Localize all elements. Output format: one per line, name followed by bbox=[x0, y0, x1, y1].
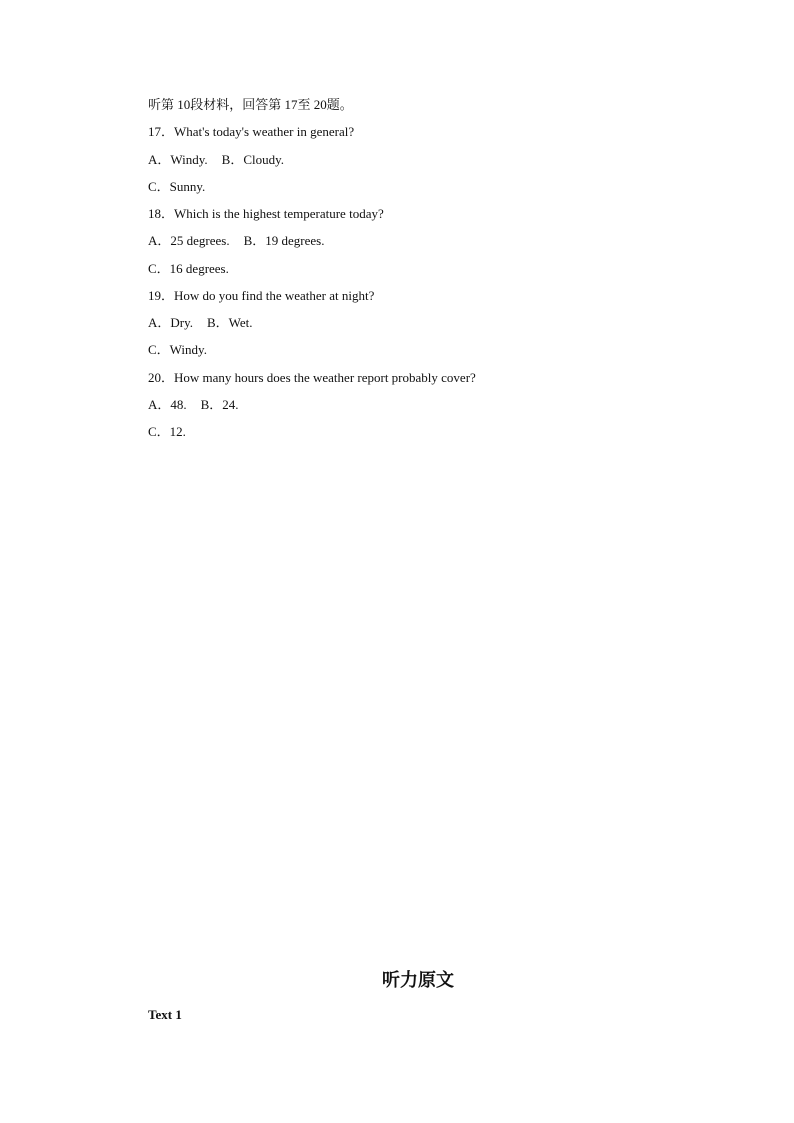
question-19-stem: 19．How do you find the weather at night? bbox=[148, 288, 375, 303]
question-19-option-a: A．Dry. bbox=[148, 315, 194, 330]
question-18-option-a: A．25 degrees. bbox=[148, 233, 230, 248]
question-20-option-b: B．24. bbox=[200, 397, 239, 412]
question-17-option-a: A．Windy. bbox=[148, 152, 208, 167]
question-20-option-a: A．48. bbox=[148, 397, 187, 412]
question-18-stem: 18．Which is the highest temperature today? bbox=[148, 206, 384, 221]
question-19-options-ab bbox=[148, 315, 253, 331]
question-17-option-c: C．Sunny. bbox=[148, 179, 206, 194]
text-label: Text 1 bbox=[148, 1007, 182, 1022]
question-20-option-c: C．12. bbox=[148, 424, 186, 439]
question-19-option-c: C．Windy. bbox=[148, 342, 207, 357]
question-17-option-b: B．Cloudy. bbox=[221, 152, 285, 167]
section-intro: 听第 10段材料，回答第 17至 20题。 bbox=[148, 97, 353, 112]
question-20-stem: 20．How many hours does the weather report probably cover? bbox=[148, 370, 476, 385]
question-19-option-b: B．Wet. bbox=[207, 315, 253, 330]
question-18-option-b: B．19 degrees. bbox=[243, 233, 325, 248]
question-18-option-c: C．16 degrees. bbox=[148, 261, 229, 276]
question-17-stem: 17．What's today's weather in general? bbox=[148, 124, 355, 139]
question-20-options-ab bbox=[148, 397, 239, 413]
section-title: 听力原文 bbox=[382, 970, 454, 991]
question-18-options-ab bbox=[148, 233, 324, 249]
question-17-options-ab bbox=[148, 152, 284, 168]
